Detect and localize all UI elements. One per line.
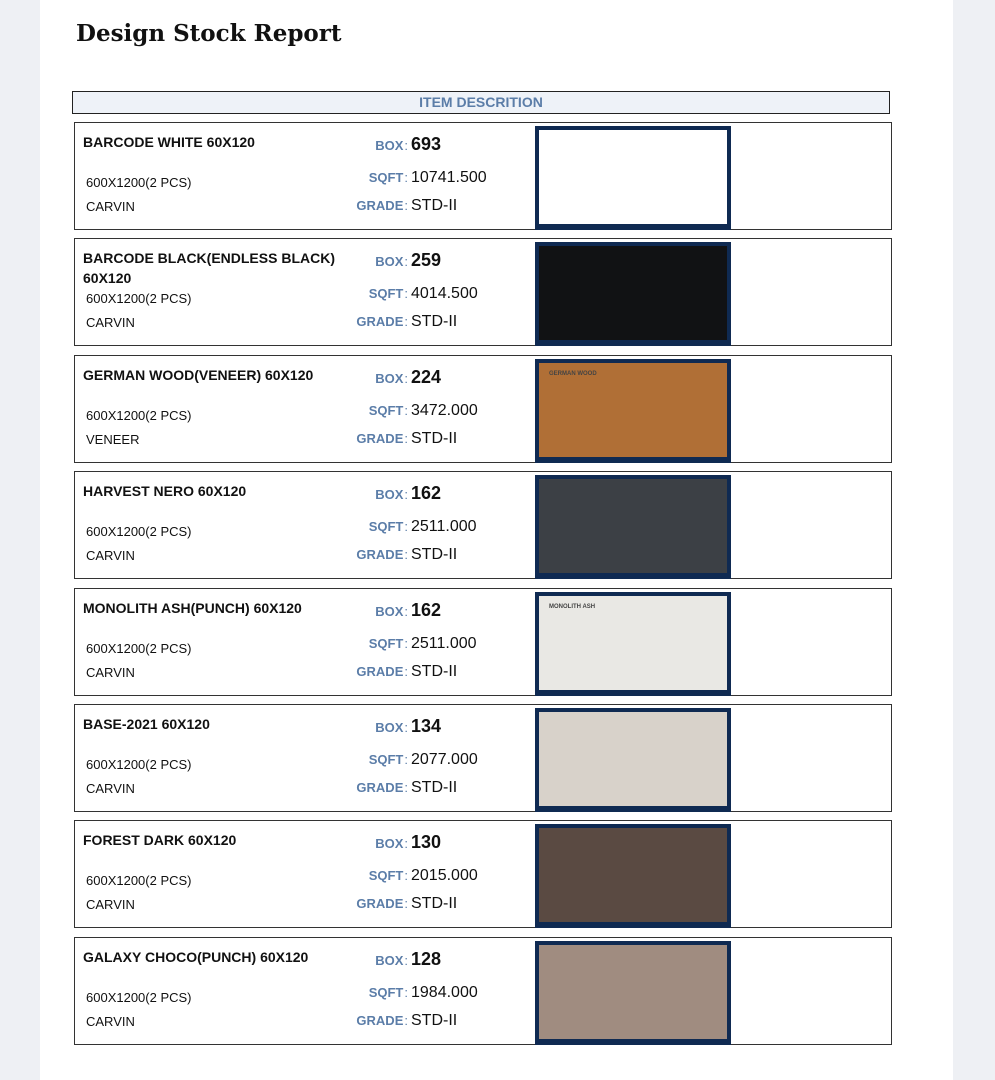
- item-description-header: ITEM DESCRITION: [72, 91, 890, 114]
- box-label: BOX: [375, 487, 404, 503]
- grade-value: STD-II: [411, 429, 458, 447]
- grade-colon: :: [404, 780, 408, 795]
- tile-image-frame: [535, 941, 731, 1045]
- item-size: 600X1200(2 PCS): [86, 873, 192, 889]
- grade-colon: :: [404, 314, 408, 330]
- grade-label: GRADE: [356, 547, 404, 563]
- sqft-colon: :: [404, 519, 408, 535]
- item-card-5: [74, 588, 892, 696]
- tile-image-frame: [535, 126, 731, 230]
- grade-row: [356, 1011, 458, 1030]
- sqft-row: [368, 169, 487, 187]
- box-label: BOX: [375, 720, 404, 735]
- sqft-colon: :: [404, 868, 408, 884]
- grade-colon: :: [404, 663, 408, 679]
- tile-image: [539, 363, 727, 457]
- item-brand: VENEER: [86, 431, 140, 447]
- grade-colon: :: [404, 430, 408, 446]
- sqft-label: SQFT: [368, 635, 404, 651]
- sqft-label: SQFT: [368, 519, 404, 535]
- box-label: BOX: [375, 370, 404, 386]
- item-name: GALAXY CHOCO(PUNCH) 60X120: [83, 948, 309, 965]
- box-label: BOX: [375, 603, 404, 619]
- item-name: GERMAN WOOD(VENEER) 60X120: [83, 366, 314, 383]
- tile-image-frame: [535, 242, 731, 346]
- box-value: 134: [411, 716, 442, 736]
- sqft-row: [368, 634, 477, 653]
- box-value: 224: [411, 366, 442, 387]
- box-label: BOX: [375, 836, 404, 852]
- box-label: BOX: [375, 952, 404, 968]
- sqft-value: 4014.500: [411, 285, 478, 303]
- item-brand: CARVIN: [86, 897, 135, 913]
- sqft-colon: :: [404, 752, 408, 767]
- tile-image-frame: [535, 359, 731, 463]
- item-brand: CARVIN: [86, 664, 135, 680]
- item-name: MONOLITH ASH(PUNCH) 60X120: [83, 599, 302, 616]
- grade-colon: :: [404, 198, 408, 213]
- item-name: FOREST DARK 60X120: [83, 832, 237, 849]
- box-row: [375, 832, 442, 853]
- box-colon: :: [404, 952, 408, 968]
- sqft-value: 3472.000: [411, 401, 478, 419]
- box-colon: :: [404, 254, 408, 270]
- grade-row: [356, 662, 458, 681]
- sqft-colon: :: [404, 984, 408, 1000]
- sqft-row: [368, 518, 477, 536]
- grade-label: GRADE: [356, 663, 404, 679]
- item-brand: CARVIN: [86, 781, 135, 796]
- sqft-colon: :: [404, 635, 408, 651]
- grade-label: GRADE: [356, 198, 404, 213]
- sqft-value: 2077.000: [411, 751, 478, 768]
- box-row: [375, 366, 442, 388]
- grade-value: STD-II: [411, 313, 458, 331]
- box-colon: :: [404, 836, 408, 852]
- grade-value: STD-II: [411, 546, 458, 564]
- tile-image-label: GERMAN WOOD: [549, 370, 597, 377]
- grade-value: STD-II: [411, 662, 458, 680]
- box-row: [375, 599, 442, 621]
- sqft-label: SQFT: [368, 868, 404, 884]
- grade-colon: :: [404, 547, 408, 563]
- item-card-8: [74, 937, 892, 1045]
- grade-colon: :: [404, 1012, 408, 1028]
- tile-image-frame: [535, 592, 731, 696]
- sqft-value: 10741.500: [411, 169, 487, 186]
- sqft-label: SQFT: [368, 170, 404, 185]
- sqft-colon: :: [404, 402, 408, 418]
- box-colon: :: [404, 487, 408, 503]
- tile-image: [539, 712, 727, 806]
- box-row: [375, 716, 442, 737]
- box-row: [375, 483, 442, 504]
- item-size: 600X1200(2 PCS): [86, 757, 192, 772]
- tile-image: [539, 828, 727, 922]
- grade-row: [356, 429, 458, 448]
- box-value: 693: [411, 134, 442, 154]
- tile-image-frame: [535, 708, 731, 812]
- box-label: BOX: [375, 254, 404, 270]
- sqft-colon: :: [404, 286, 408, 302]
- sqft-row: [368, 751, 478, 769]
- item-size: 600X1200(2 PCS): [86, 291, 192, 307]
- sqft-value: 2511.000: [411, 518, 477, 536]
- item-card-7: [74, 820, 892, 928]
- sqft-row: [368, 285, 478, 303]
- box-value: 128: [411, 948, 442, 969]
- grade-label: GRADE: [356, 314, 404, 330]
- item-name: HARVEST NERO 60X120: [83, 483, 247, 500]
- grade-value: STD-II: [411, 1011, 458, 1029]
- grade-label: GRADE: [356, 780, 404, 795]
- grade-label: GRADE: [356, 896, 404, 912]
- item-name: BARCODE BLACK(ENDLESS BLACK) 60X120: [83, 250, 335, 287]
- sqft-value: 2511.000: [411, 634, 477, 652]
- box-colon: :: [404, 370, 408, 386]
- sqft-label: SQFT: [368, 984, 404, 1000]
- item-card-2: [74, 238, 892, 346]
- sqft-colon: :: [404, 170, 408, 185]
- item-name: BASE-2021 60X120: [83, 716, 210, 732]
- grade-row: [356, 546, 458, 564]
- item-card-1: [74, 122, 892, 230]
- box-value: 162: [411, 599, 442, 620]
- box-colon: :: [404, 720, 408, 735]
- box-value: 130: [411, 832, 442, 853]
- sqft-row: [368, 867, 478, 885]
- grade-value: STD-II: [411, 895, 458, 913]
- sqft-value: 1984.000: [411, 983, 478, 1001]
- item-brand: CARVIN: [86, 1013, 135, 1029]
- box-row: [375, 948, 442, 970]
- item-size: 600X1200(2 PCS): [86, 640, 192, 656]
- item-name: BARCODE WHITE 60X120: [83, 134, 255, 150]
- tile-image: [539, 246, 727, 340]
- sqft-row: [368, 401, 478, 420]
- tile-image: [539, 479, 727, 573]
- grade-value: STD-II: [411, 779, 458, 796]
- item-brand: CARVIN: [86, 548, 135, 564]
- box-row: [375, 250, 442, 271]
- item-card-6: [74, 704, 892, 812]
- box-colon: :: [404, 603, 408, 619]
- tile-image: [539, 596, 727, 690]
- grade-colon: :: [404, 896, 408, 912]
- item-brand: CARVIN: [86, 315, 135, 331]
- tile-image: [539, 130, 727, 224]
- report-page: [40, 0, 953, 1080]
- sqft-label: SQFT: [368, 752, 404, 767]
- item-brand: CARVIN: [86, 199, 135, 214]
- grade-row: [356, 197, 458, 215]
- grade-row: [356, 313, 458, 331]
- box-row: [375, 134, 442, 155]
- tile-image-frame: [535, 475, 731, 579]
- item-size: 600X1200(2 PCS): [86, 524, 192, 540]
- grade-label: GRADE: [356, 430, 404, 446]
- box-value: 162: [411, 483, 442, 504]
- item-size: 600X1200(2 PCS): [86, 175, 192, 190]
- grade-row: [356, 895, 458, 913]
- sqft-label: SQFT: [368, 402, 404, 418]
- grade-value: STD-II: [411, 197, 458, 214]
- item-card-3: [74, 355, 892, 463]
- sqft-row: [368, 983, 478, 1002]
- page-title: Design Stock Report: [76, 20, 342, 47]
- tile-image-frame: [535, 824, 731, 928]
- grade-row: [356, 779, 458, 797]
- box-value: 259: [411, 250, 442, 271]
- item-card-4: [74, 471, 892, 579]
- tile-image-label: MONOLITH ASH: [549, 603, 596, 610]
- item-size: 600X1200(2 PCS): [86, 989, 192, 1005]
- sqft-label: SQFT: [368, 286, 404, 302]
- box-label: BOX: [375, 138, 404, 153]
- grade-label: GRADE: [356, 1012, 404, 1028]
- item-size: 600X1200(2 PCS): [86, 407, 192, 423]
- sqft-value: 2015.000: [411, 867, 478, 885]
- box-colon: :: [404, 138, 408, 153]
- tile-image: [539, 945, 727, 1039]
